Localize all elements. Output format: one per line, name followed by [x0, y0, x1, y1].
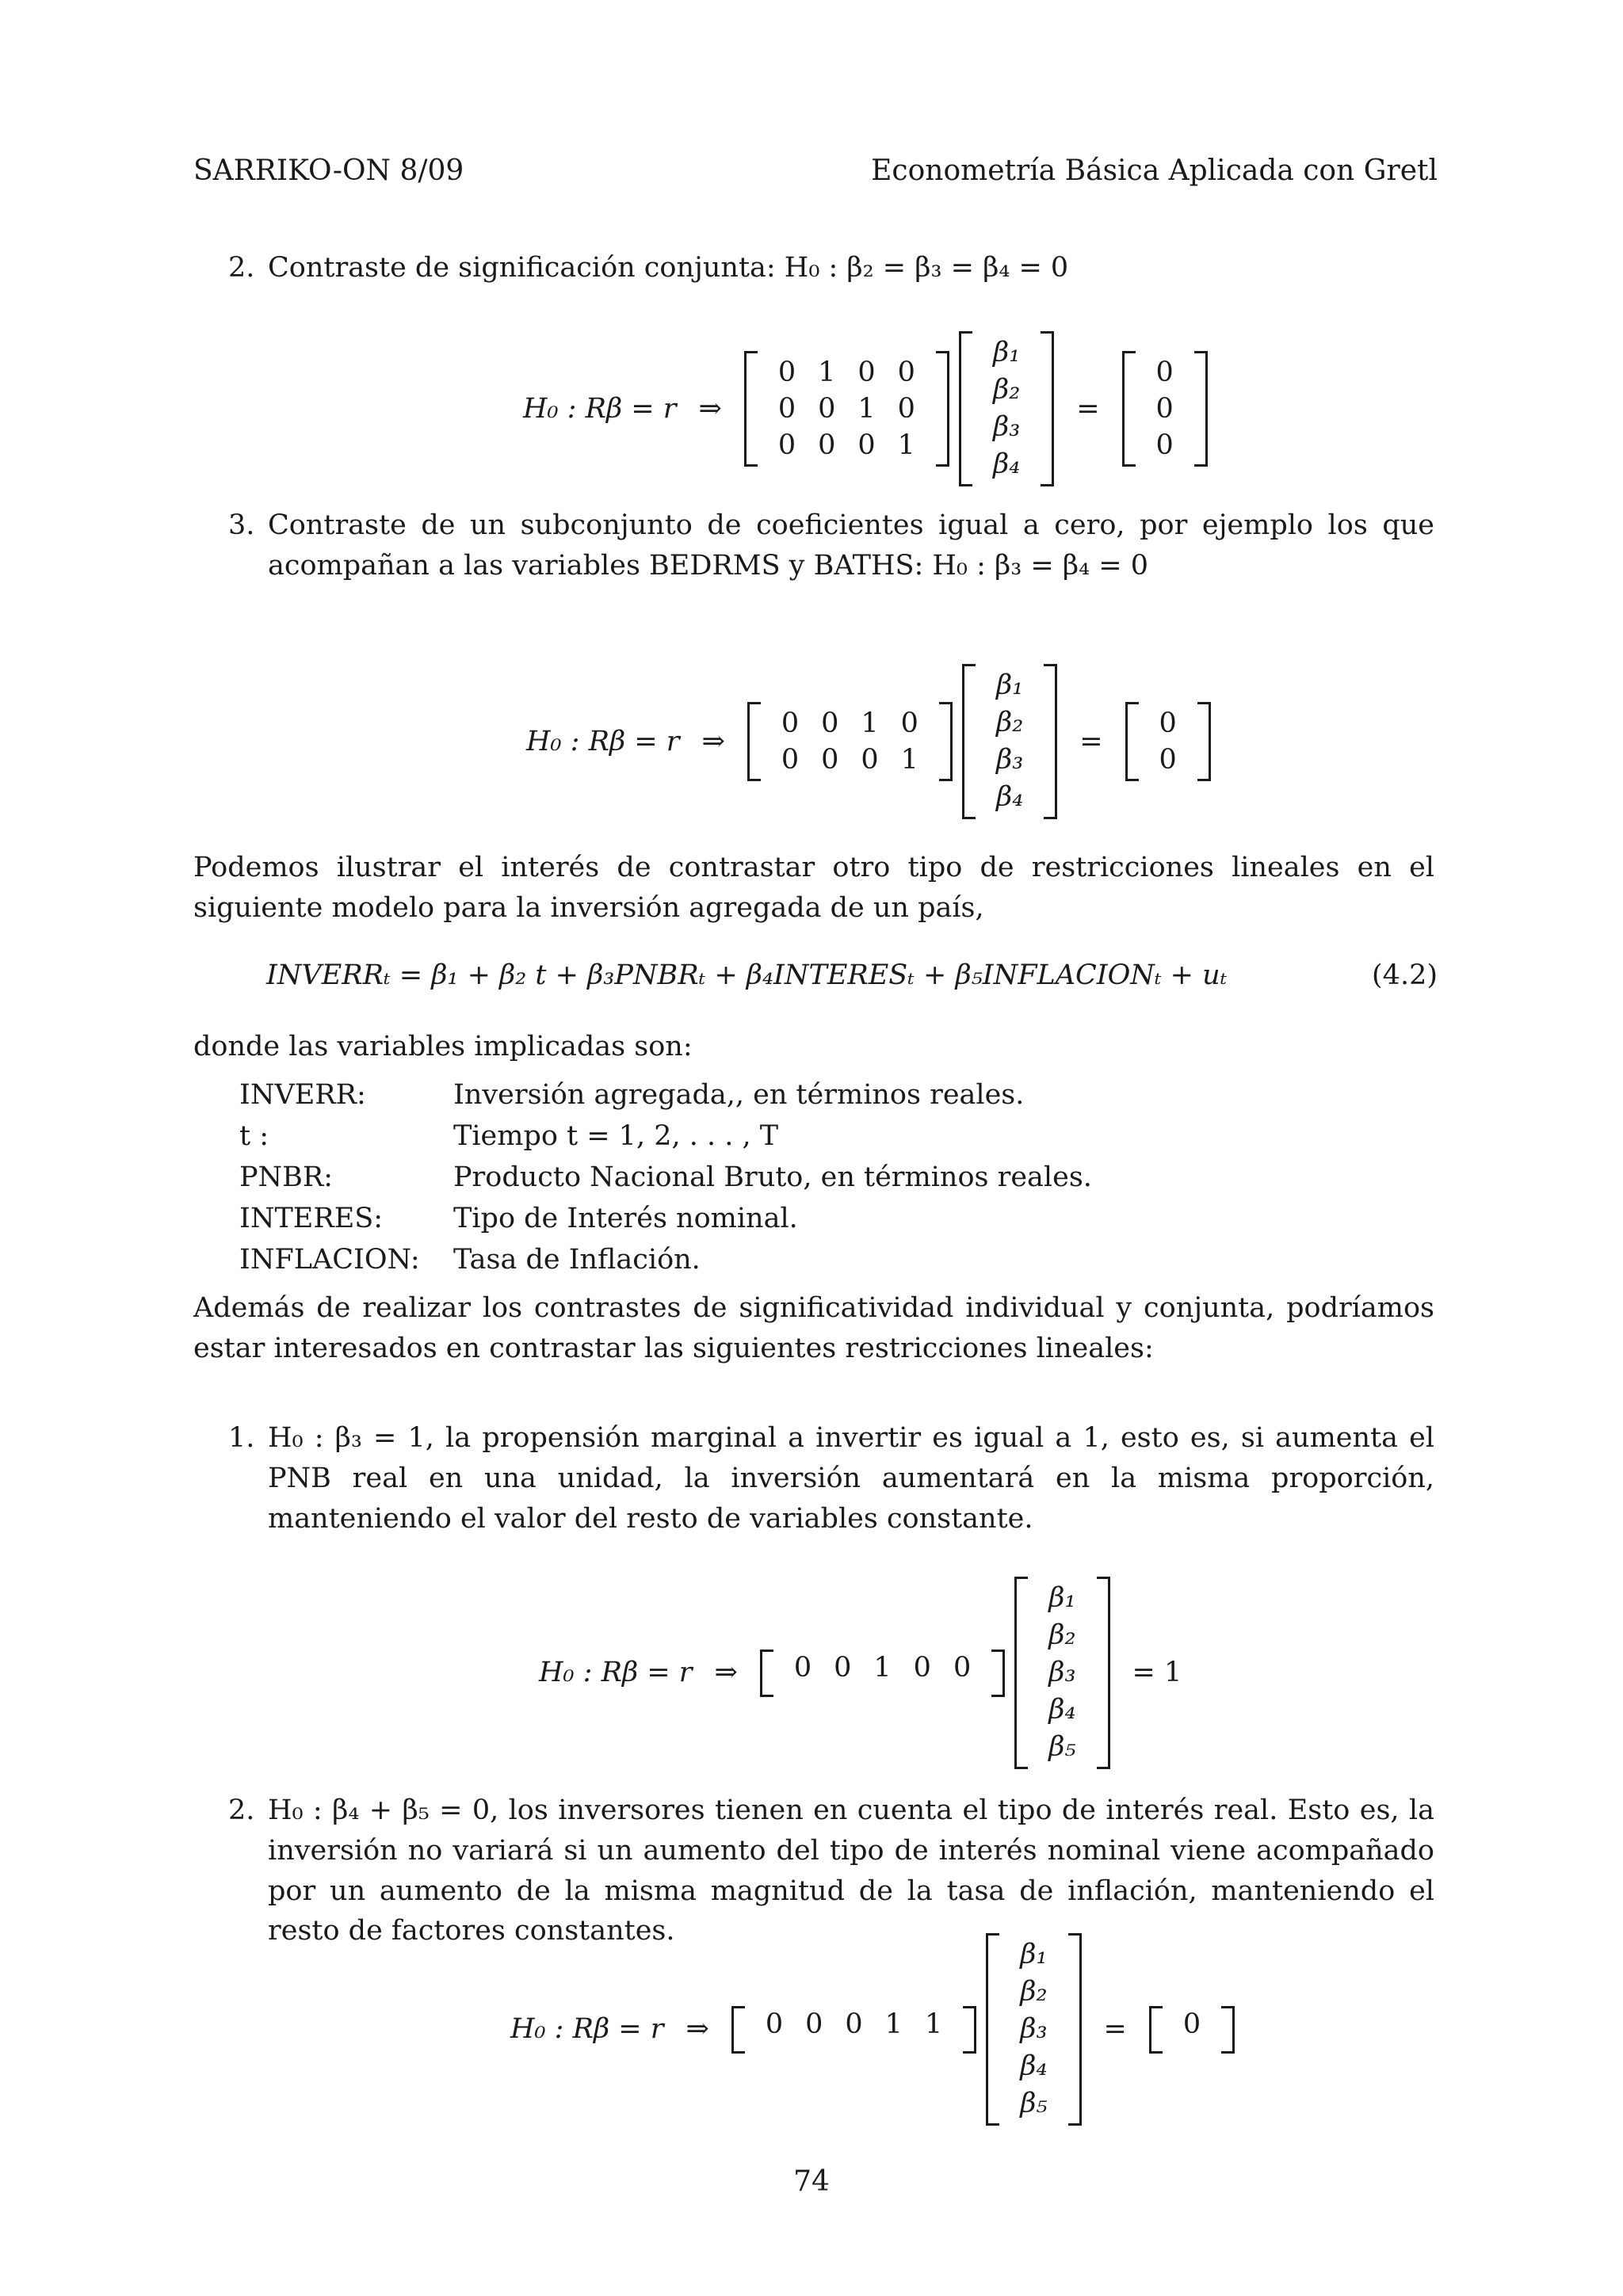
matrix-cell: β₄ — [992, 448, 1021, 480]
matrix-cell: β₃ — [1020, 2013, 1048, 2045]
table-row — [239, 1074, 1092, 1116]
matrix-cell: 0 — [900, 707, 918, 739]
variable-name: PNBR: — [239, 1161, 334, 1193]
restriction-matrix — [731, 2006, 976, 2054]
list-text: H₀ : β₃ = 1, la propensión marginal a invertir es igual a 1, esto es, si aumenta el PNB real en una unidad, la inversión aumentará en la misma proporción, manteniendo el valor del resto de variables constante. — [268, 1422, 1434, 1535]
matrix-cell: 0 — [1155, 429, 1174, 461]
restriction-matrix — [744, 351, 949, 467]
table-row — [239, 1239, 1092, 1280]
variable-description: Tipo de Interés nominal. — [453, 1203, 798, 1234]
matrix-cell: β₅ — [1020, 2088, 1048, 2119]
implies-symbol: ⇒ — [698, 392, 722, 425]
table-row — [239, 1198, 1092, 1239]
matrix-cell: 0 — [1159, 744, 1177, 776]
equation-subset-test — [526, 664, 1211, 819]
r-vector — [1122, 351, 1208, 467]
beta-vector — [962, 664, 1057, 819]
matrix-cell: β₃ — [1048, 1657, 1076, 1688]
paragraph-intro-model: Podemos ilustrar el interés de contrastar otro tipo de restricciones lineales en el siguiente modelo para la inversión agregada de un país, — [193, 852, 1434, 924]
matrix-cell: β₄ — [1048, 1694, 1076, 1726]
matrix-cell: 0 — [1155, 393, 1174, 425]
matrix-cell: β₃ — [995, 744, 1024, 776]
matrix-cell: 0 — [1155, 357, 1174, 388]
matrix-cell: β₅ — [1048, 1731, 1076, 1763]
paragraph-variables-intro: donde las variables implicadas son: — [193, 1031, 693, 1062]
matrix-cell: 0 — [777, 357, 796, 388]
matrix-cell: 0 — [777, 429, 796, 461]
matrix-cell: 0 — [781, 744, 800, 776]
matrix-cell: 1 — [857, 393, 876, 425]
equation-interest-inflation-test — [510, 1933, 1235, 2126]
beta-vector — [986, 1933, 1081, 2126]
matrix-cell: 0 — [818, 393, 836, 425]
list-text: Contraste de significación conjunta: H₀ : β₂ = β₃ = β₄ = 0 — [268, 252, 1069, 284]
matrix-cell: 0 — [953, 1651, 972, 1684]
r-vector — [1125, 702, 1211, 781]
matrix-cell: 0 — [845, 2008, 863, 2040]
list-text: Contraste de un subconjunto de coeficientes igual a cero, por ejemplo los que acompañan a las variables BEDRMS y BATHS: H₀ : β₃ = β₄ = 0 — [268, 509, 1434, 582]
implies-symbol: ⇒ — [714, 1657, 738, 1689]
equation-number: (4.2) — [1372, 959, 1438, 991]
equation-rhs: = 1 — [1132, 1657, 1182, 1689]
matrix-cell: 0 — [781, 707, 800, 739]
matrix-cell: 0 — [857, 357, 876, 388]
equation-joint-test — [523, 331, 1208, 486]
matrix-cell: β₁ — [1020, 1939, 1048, 1970]
restriction-matrix — [760, 1650, 1005, 1697]
beta-vector — [1014, 1577, 1109, 1769]
matrix-cell: 0 — [821, 744, 839, 776]
variable-description: Producto Nacional Bruto, en términos reales. — [453, 1161, 1092, 1193]
matrix-cell: 0 — [913, 1651, 931, 1684]
list-item-marginal-propensity — [230, 1418, 1434, 1539]
equation-lhs: H₀ : Rβ = r — [526, 725, 680, 757]
variable-name: INTERES: — [239, 1203, 384, 1234]
matrix-cell: 1 — [924, 2008, 943, 2040]
list-number: 2. — [228, 1794, 255, 1826]
variable-name: t : — [239, 1120, 269, 1152]
variable-description: Tasa de Inflación. — [453, 1244, 701, 1276]
r-vector — [1149, 2006, 1235, 2054]
matrix-cell: β₄ — [995, 781, 1024, 813]
matrix-cell: 0 — [821, 707, 839, 739]
matrix-cell: 0 — [765, 2008, 784, 2040]
beta-vector — [959, 331, 1054, 486]
list-item-real-interest — [230, 1791, 1434, 1951]
matrix-cell: β₂ — [995, 707, 1024, 738]
list-item-joint-significance — [230, 248, 1434, 288]
matrix-cell: 0 — [897, 357, 915, 388]
matrix-cell: 0 — [897, 393, 915, 425]
matrix-cell: 0 — [1182, 2008, 1201, 2040]
matrix-cell: 0 — [861, 744, 879, 776]
matrix-cell: β₁ — [995, 669, 1024, 701]
list-item-subset-test — [230, 505, 1434, 586]
variable-name: INVERR: — [239, 1079, 366, 1111]
variables-table — [239, 1074, 1092, 1280]
matrix-cell: β₂ — [1020, 1976, 1048, 2008]
matrix-cell: β₄ — [1020, 2050, 1048, 2082]
page-number: 74 — [793, 2165, 830, 2198]
paragraph-restrictions: Además de realizar los contrastes de significatividad individual y conjunta, podríamos estar interesados en contrastar las siguientes restricciones lineales: — [193, 1292, 1434, 1364]
matrix-cell: 1 — [897, 429, 915, 461]
table-row — [239, 1116, 1092, 1157]
matrix-cell: 1 — [861, 707, 879, 739]
matrix-cell: β₃ — [992, 411, 1021, 443]
equals-sign: = — [1103, 2013, 1127, 2046]
model-equation: INVERRₜ = β₁ + β₂ t + β₃PNBRₜ + β₄INTERESₜ + β₅INFLACIONₜ + uₜ — [266, 959, 1228, 991]
table-row — [239, 1157, 1092, 1198]
equation-lhs: H₀ : Rβ = r — [539, 1657, 693, 1689]
matrix-cell: β₁ — [992, 337, 1021, 368]
matrix-cell: 0 — [805, 2008, 823, 2040]
restriction-matrix — [747, 702, 953, 781]
matrix-cell: 0 — [1159, 707, 1177, 739]
equals-sign: = — [1079, 725, 1103, 757]
matrix-cell: β₁ — [1048, 1582, 1076, 1614]
list-text: H₀ : β₄ + β₅ = 0, los inversores tienen en cuenta el tipo de interés real. Esto es, la inversión no variará si un aumento del tipo de interés nominal viene acompañado por un aumento de la misma magnitud de la tasa de inflación, manteniendo el resto de factores constantes. — [268, 1794, 1434, 1947]
running-header-right: Econometría Básica Aplicada con Gretl — [871, 154, 1438, 187]
implies-symbol: ⇒ — [685, 2013, 709, 2046]
matrix-cell: 0 — [857, 429, 876, 461]
matrix-cell: 1 — [884, 2008, 903, 2040]
matrix-cell: β₂ — [1048, 1619, 1076, 1651]
matrix-cell: β₂ — [992, 374, 1021, 406]
implies-symbol: ⇒ — [701, 725, 725, 757]
equals-sign: = — [1076, 392, 1100, 425]
matrix-cell: 0 — [793, 1651, 812, 1684]
equation-lhs: H₀ : Rβ = r — [523, 392, 677, 425]
running-header-left: SARRIKO-ON 8/09 — [193, 154, 464, 187]
list-number: 2. — [228, 252, 255, 284]
equation-beta3-test — [539, 1577, 1182, 1769]
matrix-cell: 0 — [818, 429, 836, 461]
equation-lhs: H₀ : Rβ = r — [510, 2013, 664, 2046]
variable-description: Inversión agregada,, en términos reales. — [453, 1079, 1025, 1111]
variable-name: INFLACION: — [239, 1244, 420, 1276]
matrix-cell: 0 — [777, 393, 796, 425]
matrix-cell: 1 — [818, 357, 836, 388]
matrix-cell: 1 — [873, 1651, 892, 1684]
matrix-cell: 0 — [834, 1651, 852, 1684]
variable-description: Tiempo t = 1, 2, . . . , T — [453, 1120, 779, 1152]
list-number: 3. — [228, 509, 255, 541]
matrix-cell: 1 — [900, 744, 918, 776]
list-number: 1. — [228, 1422, 255, 1454]
